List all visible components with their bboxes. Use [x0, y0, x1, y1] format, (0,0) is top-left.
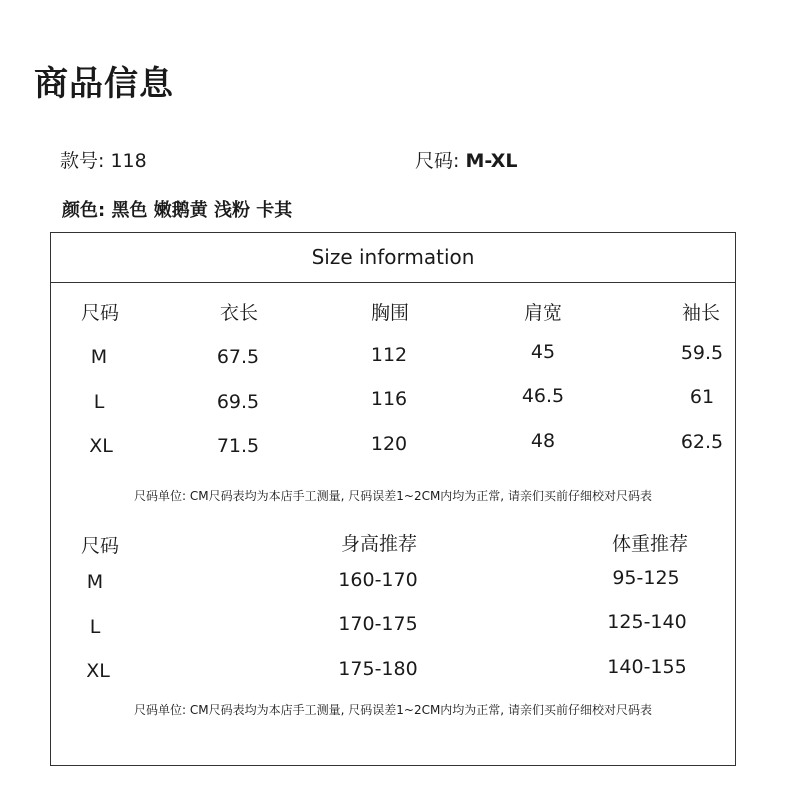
header-cell: 体重推荐: [611, 533, 689, 555]
chest-cell: 112: [370, 344, 408, 366]
header-cell: 尺码: [80, 302, 120, 324]
size-cell: XL: [86, 660, 110, 682]
header-cell: 尺码: [80, 535, 120, 557]
size-cell: L: [89, 616, 101, 638]
chest-cell: 120: [370, 433, 408, 455]
header-cell: 胸围: [370, 302, 410, 324]
chest-cell: 116: [370, 388, 408, 410]
height-cell: 170-175: [338, 613, 418, 635]
size-cell: M: [86, 571, 104, 593]
size-cell: XL: [89, 435, 113, 457]
header-cell: 身高推荐: [340, 533, 418, 555]
size-cell: M: [90, 346, 108, 368]
color-value: 黑色 嫩鹅黄 浅粉 卡其: [111, 200, 293, 221]
title-divider: [51, 282, 735, 283]
size-range-label: 尺码:: [415, 150, 460, 172]
shoulder-cell: 48: [530, 430, 556, 452]
header-cell: 衣长: [219, 302, 259, 324]
height-cell: 175-180: [338, 658, 418, 680]
header-cell: 肩宽: [523, 302, 563, 324]
size-chart-title: Size information: [311, 245, 475, 269]
length-cell: 67.5: [216, 346, 260, 368]
sleeve-cell: 61: [689, 386, 715, 408]
measurement-note: 尺码单位: CM尺码表均为本店手工测量, 尺码误差1~2CM内均为正常, 请亲们买前仔细校对尺码表: [134, 489, 652, 503]
color-label: 颜色:: [62, 200, 106, 221]
style-number: [60, 146, 147, 173]
measurement-note: 尺码单位: CM尺码表均为本店手工测量, 尺码误差1~2CM内均为正常, 请亲们买前仔细校对尺码表: [134, 703, 652, 717]
weight-cell: 95-125: [612, 567, 680, 589]
length-cell: 71.5: [216, 435, 260, 457]
page-title: 商品信息: [34, 64, 174, 104]
sleeve-cell: 62.5: [680, 431, 724, 453]
color-options: [62, 196, 292, 222]
shoulder-cell: 45: [530, 341, 556, 363]
height-cell: 160-170: [338, 569, 418, 591]
sleeve-cell: 59.5: [680, 342, 724, 364]
size-range: [415, 146, 517, 173]
size-chart-box: [50, 232, 736, 766]
weight-cell: 140-155: [607, 656, 687, 678]
header-cell: 袖长: [681, 302, 721, 324]
style-number-label: 款号:: [60, 150, 105, 172]
shoulder-cell: 46.5: [521, 385, 565, 407]
size-cell: L: [93, 391, 105, 413]
size-range-value: M-XL: [465, 150, 518, 172]
length-cell: 69.5: [216, 391, 260, 413]
weight-cell: 125-140: [607, 611, 687, 633]
style-number-value: 118: [110, 150, 147, 172]
